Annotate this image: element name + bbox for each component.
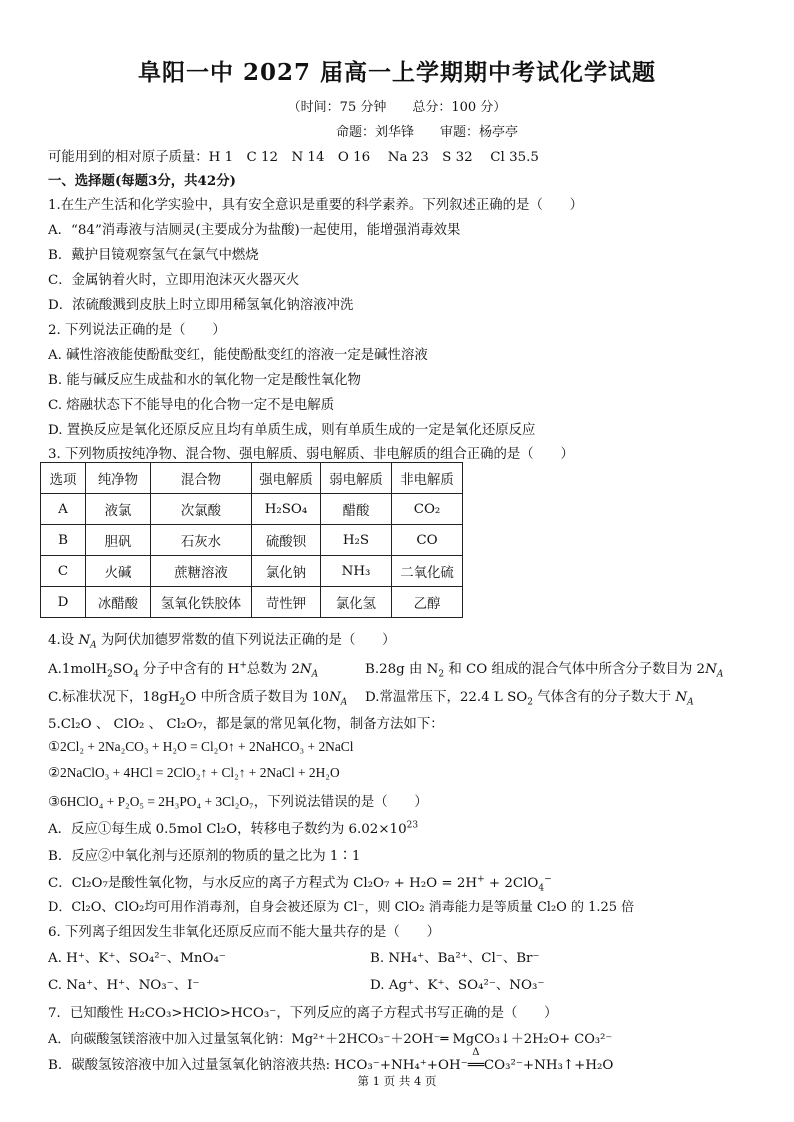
heat-triangle-icon: Δ <box>472 1047 480 1058</box>
table-cell: C <box>41 556 86 587</box>
q6-option-a: A. H⁺、K⁺、SO₄²⁻、MnO₄⁻ <box>48 951 226 966</box>
table-header-cell: 弱电解质 <box>321 463 392 494</box>
table-cell: 氯化氢 <box>321 587 392 618</box>
table-row <box>41 556 463 587</box>
q5-equation-1: ①2Cl₂ + 2Na₂CO₃ + H₂O = Cl₂O↑ + 2NaHCO₃ + 2NaCl <box>48 739 354 754</box>
table-header-cell: 混合物 <box>151 463 252 494</box>
reviewer: 审题：杨亭亭 <box>440 125 519 140</box>
table-cell: 二氧化硫 <box>392 556 463 587</box>
table-cell: CO₂ <box>392 494 463 525</box>
table-header-cell: 选项 <box>41 463 86 494</box>
q2-stem: 2. 下列说法正确的是（ ） <box>48 323 226 338</box>
table-cell: 冰醋酸 <box>86 587 151 618</box>
table-cell: 硫酸钡 <box>252 525 321 556</box>
q6-option-c: C. Na⁺、H⁺、NO₃⁻、I⁻ <box>48 978 200 993</box>
q5-option-b: B．反应②中氧化剂与还原剂的物质的量之比为 1∶1 <box>48 849 361 864</box>
q4-stem: 4.设 $N_A$ 为阿伏加德罗常数的值下列说法正确的是（ ） <box>48 633 396 651</box>
q1-option-b: B．戴护目镜观察氢气在氯气中燃烧 <box>48 248 259 263</box>
time-score-line <box>0 96 794 115</box>
table-cell: 次氯酸 <box>151 494 252 525</box>
q2-option-c: C. 熔融状态下不能导电的化合物一定不是电解质 <box>48 398 335 413</box>
table-cell: 液氯 <box>86 494 151 525</box>
table-cell: 蔗糖溶液 <box>151 556 252 587</box>
q5-equation-2: ②2NaClO₃ + 4HCl = 2ClO₂↑ + Cl₂↑ + 2NaCl + 2H₂O <box>48 765 340 780</box>
q4-option-a: $A.1molH_2SO_4$ 分子中含有的 H+总数为 $2N_A$ <box>48 660 319 680</box>
na-symbol: N <box>78 633 91 648</box>
q4-option-c: C.标准状况下，$18gH_2O$ 中所含质子数目为 $10N_A$ <box>48 690 348 708</box>
table-row <box>41 494 463 525</box>
q5-equation-3: ③6HClO₄ + P₂O₅ = 2H₃PO₄ + 3Cl₂O₇，下列说法错误的是（ ） <box>48 794 428 809</box>
table-cell: NH₃ <box>321 556 392 587</box>
table-cell: H₂S <box>321 525 392 556</box>
q2-option-d: D. 置换反应是氧化还原反应且均有单质生成，则有单质生成的一定是氧化还原反应 <box>48 423 536 438</box>
table-cell: CO <box>392 525 463 556</box>
author: 命题：刘华锋 <box>335 125 414 140</box>
table-header-cell: 强电解质 <box>252 463 321 494</box>
q1-option-a: A．“84”消毒液与洁厕灵(主要成分为盐酸)一起使用，能增强消毒效果 <box>48 223 461 238</box>
table-cell: 火碱 <box>86 556 151 587</box>
q3-stem: 3. 下列物质按纯净物、混合物、强电解质、弱电解质、非电解质的组合正确的是（ ） <box>48 447 574 462</box>
q7-option-a: A．向碳酸氢镁溶液中加入过量氢氧化钠：Mg²⁺＋2HCO₃⁻＋2OH⁻═ MgCO₃↓＋2H₂O+ CO₃²⁻ <box>48 1032 613 1047</box>
table-header-row <box>41 463 463 494</box>
atomic-masses: 可能用到的相对原子质量：H 1 C 12 N 14 O 16 Na 23 S 32 Cl 35.5 <box>48 150 539 165</box>
author-line <box>0 121 794 140</box>
q2-option-a: A. 碱性溶液能使酚酞变红，能使酚酞变红的溶液一定是碱性溶液 <box>48 348 428 363</box>
table-cell: B <box>41 525 86 556</box>
q1-stem: 1.在生产生活和化学实验中，具有安全意识是重要的科学素养。下列叙述正确的是（ ） <box>48 198 584 213</box>
score-info: 总分：100 分） <box>412 100 507 115</box>
table-cell: 苛性钾 <box>252 587 321 618</box>
q5-option-a: A．反应①每生成 0.5mol Cl₂O，转移电子数约为 $6.02\times 10^{23}$ <box>48 820 419 837</box>
table-row <box>41 587 463 618</box>
table-cell: 石灰水 <box>151 525 252 556</box>
table-cell: A <box>41 494 86 525</box>
table-cell: 乙醇 <box>392 587 463 618</box>
exam-title: 阜阳一中 2027 届高一上学期期中考试化学试题 <box>137 59 657 86</box>
time-info: （时间：75 分钟 <box>287 100 387 115</box>
table-row <box>41 525 463 556</box>
q4-option-d: D.常温常压下，22.4 L $SO_2$ 气体含有的分子数大于 $N_A$ <box>365 690 694 708</box>
q5-option-d: D．Cl₂O、ClO₂均可用作消毒剂，自身会被还原为 Cl⁻，则 ClO₂ 消毒能力是等质量 Cl₂O 的 1.25 倍 <box>48 900 635 915</box>
q6-option-d: D. Ag⁺、K⁺、SO₄²⁻、NO₃⁻ <box>370 978 545 993</box>
table-cell: D <box>41 587 86 618</box>
table-cell: 醋酸 <box>321 494 392 525</box>
q5-stem: 5.Cl₂O 、 ClO₂ 、 Cl₂O₇，都是氯的常见氧化物，制备方法如下： <box>48 717 444 732</box>
q1-option-d: D．浓硫酸溅到皮肤上时立即用稀氢氧化钠溶液冲洗 <box>48 298 354 313</box>
q4-option-b: B.28g 由 $N_2$ 和 CO 组成的混合气体中所含分子数目为 $2N_A$ <box>365 662 724 680</box>
table-cell: H₂SO₄ <box>252 494 321 525</box>
q7-stem: 7．已知酸性 H₂CO₃>HClO>HCO₃⁻，下列反应的离子方程式书写正确的是（ ） <box>48 1006 558 1021</box>
table-header-cell: 纯净物 <box>86 463 151 494</box>
q6-stem: 6. 下列离子组因发生非氧化还原反应而不能大量共存的是（ ） <box>48 925 440 940</box>
q7-option-b: B．碳酸氢铵溶液中加入过量氢氧化钠溶液共热: HCO₃⁻+NH₄⁺+OH⁻ Δ ══CO₃²⁻+NH₃↑+H₂O <box>48 1047 614 1073</box>
q2-option-b: B. 能与碱反应生成盐和水的氧化物一定是酸性氧化物 <box>48 373 361 388</box>
table-cell: 氢氧化铁胶体 <box>151 587 252 618</box>
table-cell: 胆矾 <box>86 525 151 556</box>
table-cell: 氯化钠 <box>252 556 321 587</box>
q5-option-c: C．Cl₂O₇是酸性氧化物，与水反应的离子方程式为 Cl₂O₇ + H₂O = 2H+ + 2ClO$_4$− <box>48 874 552 894</box>
q6-option-b: B. NH₄⁺、Ba²⁺、Cl⁻、Br⁻ <box>370 951 540 966</box>
q1-option-c: C．金属钠着火时，立即用泡沫灭火器灭火 <box>48 273 300 288</box>
q3-table <box>40 462 463 618</box>
section-heading: 一、选择题(每题3分，共42分) <box>48 173 236 189</box>
page-footer: 第 1 页 共 4 页 <box>357 1074 437 1088</box>
table-header-cell: 非电解质 <box>392 463 463 494</box>
